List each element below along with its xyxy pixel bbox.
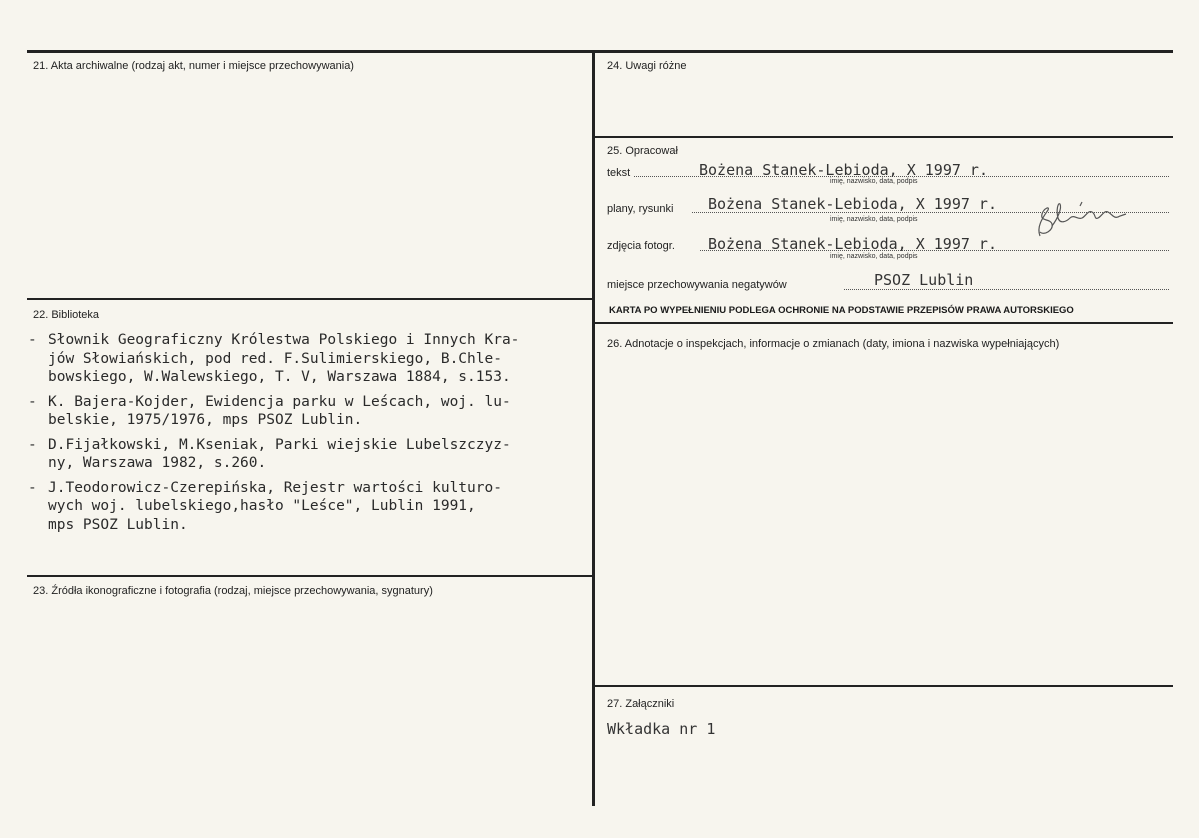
negatywy-value: PSOZ Lublin bbox=[874, 271, 974, 289]
zdjecia-label: zdjęcia fotogr. bbox=[607, 240, 675, 252]
section-22-label: 22. Biblioteka bbox=[33, 309, 100, 321]
bibliography-item bbox=[28, 436, 593, 473]
bibliography-list bbox=[28, 331, 593, 540]
bibliography-line: bowskiego, W.Walewskiego, T. V, Warszawa 1884, s.153. bbox=[48, 369, 511, 385]
section-27-value: Wkładka nr 1 bbox=[607, 720, 716, 738]
zdjecia-sub-caption: imię, nazwisko, data, podpis bbox=[830, 253, 918, 260]
rule-21-22 bbox=[27, 298, 594, 300]
section-27-label: 27. Załączniki bbox=[607, 698, 675, 710]
section-23-label: 23. Źródła ikonograficzne i fotografia (rodzaj, miejsce przechowywania, sygnatury) bbox=[33, 585, 433, 597]
bibliography-line: - D.Fijałkowski, M.Kseniak, Parki wiejskie Lubelszczyz- bbox=[48, 436, 511, 453]
tekst-value: Bożena Stanek-Lebioda, X 1997 r. bbox=[699, 161, 988, 179]
section-26-label: 26. Adnotacje o inspekcjach, informacje o zmianach (daty, imiona i nazwiska wypełniających) bbox=[607, 338, 1060, 350]
tekst-sub-caption: imię, nazwisko, data, podpis bbox=[830, 178, 918, 185]
bibliography-item bbox=[28, 479, 593, 535]
bibliography-item bbox=[28, 331, 593, 387]
bibliography-line: - K. Bajera-Kojder, Ewidencja parku w Leścach, woj. lu- bbox=[48, 393, 511, 410]
rule-26-27 bbox=[593, 685, 1173, 687]
bibliography-line: - J.Teodorowicz-Czerepińska, Rejestr wartości kulturo- bbox=[48, 479, 502, 496]
bibliography-line: mps PSOZ Lublin. bbox=[48, 516, 188, 533]
bibliography-line: wych woj. lubelskiego,hasło "Leśce", Lublin 1991, bbox=[48, 498, 476, 514]
zdjecia-value: Bożena Stanek-Lebioda, X 1997 r. bbox=[708, 235, 997, 253]
bibliography-line: jów Słowiańskich, pod red. F.Sulimierskiego, B.Chle- bbox=[48, 350, 502, 367]
rule-22-23 bbox=[27, 575, 594, 577]
plany-label: plany, rysunki bbox=[607, 203, 674, 215]
tekst-label: tekst bbox=[607, 167, 631, 179]
rule-25-26 bbox=[593, 322, 1173, 324]
section-25-label: 25. Opracował bbox=[607, 145, 678, 157]
rule-24-25 bbox=[593, 136, 1173, 138]
plany-sub-caption: imię, nazwisko, data, podpis bbox=[830, 216, 918, 223]
bibliography-item bbox=[28, 393, 593, 430]
bibliography-line: belskie, 1975/1976, mps PSOZ Lublin. bbox=[48, 412, 363, 428]
plany-value: Bożena Stanek-Lebioda, X 1997 r. bbox=[708, 195, 997, 213]
section-24-label: 24. Uwagi różne bbox=[607, 60, 687, 72]
negatywy-dotted-line bbox=[844, 289, 1169, 290]
bibliography-line: ny, Warszawa 1982, s.260. bbox=[48, 455, 267, 471]
handwritten-signature bbox=[1030, 196, 1130, 246]
copyright-note: KARTA PO WYPEŁNIENIU PODLEGA OCHRONIE NA PODSTAWIE PRZEPISÓW PRAWA AUTORSKIEGO bbox=[609, 305, 1074, 316]
bibliography-line: - Słownik Geograficzny Królestwa Polskiego i Innych Kra- bbox=[48, 332, 520, 348]
section-21-label: 21. Akta archiwalne (rodzaj akt, numer i miejsce przechowywania) bbox=[33, 60, 354, 72]
top-rule bbox=[27, 50, 1173, 53]
negatywy-label: miejsce przechowywania negatywów bbox=[607, 279, 787, 291]
